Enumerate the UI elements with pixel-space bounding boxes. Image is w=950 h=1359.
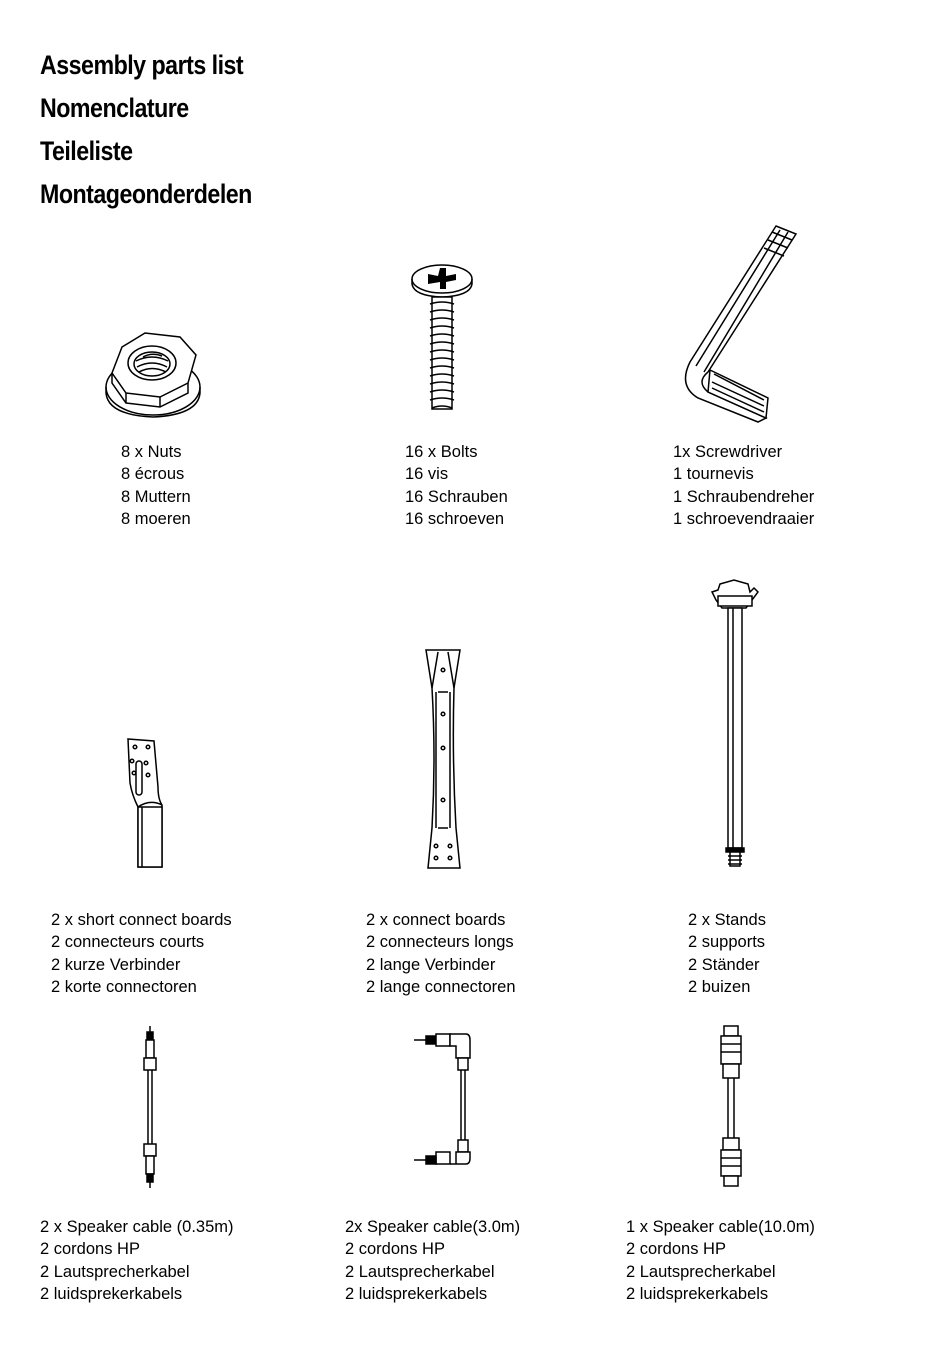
label-line: 2 x Speaker cable (0.35m) [40, 1218, 234, 1236]
title-french: Nomenclature [40, 93, 189, 123]
straight-jack-cable-icon [135, 1026, 165, 1188]
label-line: 2 Lautsprecherkabel [345, 1262, 495, 1281]
hex-nut-icon [100, 325, 205, 420]
parts-label-nuts [121, 441, 191, 530]
parts-label-screwdriver [673, 441, 814, 530]
label-line: 8 moeren [121, 509, 191, 528]
parts-label-short-connect-boards [51, 909, 232, 998]
label-line: 8 Muttern [121, 487, 191, 506]
label-line: 2 Lautsprecherkabel [626, 1262, 776, 1281]
label-line: 2 Ständer [688, 955, 760, 974]
label-line: 2 Lautsprecherkabel [40, 1262, 190, 1281]
label-line: 2 cordons HP [626, 1240, 726, 1259]
label-line: 2 korte connectoren [51, 977, 197, 996]
label-line: 2 cordons HP [345, 1240, 445, 1259]
label-line: 2 kurze Verbinder [51, 955, 181, 974]
title-german: Teileliste [40, 136, 133, 166]
label-line: 8 écrous [121, 465, 185, 484]
angled-jack-cable-icon [412, 1030, 474, 1180]
label-line: 2 x Stands [688, 911, 766, 929]
connect-board-icon [422, 648, 464, 870]
parts-label-speaker-cable-medium [345, 1216, 520, 1305]
label-line: 1 Schraubendreher [673, 487, 815, 506]
label-line: 2x Speaker cable(3.0m) [345, 1218, 521, 1236]
label-line: 2 connecteurs longs [366, 933, 514, 952]
parts-label-bolts [405, 441, 508, 530]
label-line: 2 x short connect boards [51, 911, 232, 929]
label-line: 16 schroeven [405, 509, 505, 528]
parts-label-speaker-cable-short [40, 1216, 234, 1305]
label-line: 1 tournevis [673, 465, 754, 484]
bolt-icon [410, 262, 475, 414]
speakon-cable-icon [713, 1026, 749, 1186]
parts-label-connect-boards [366, 909, 516, 998]
label-line: 2 lange connectoren [366, 977, 516, 996]
label-line: 2 luidsprekerkabels [345, 1284, 488, 1303]
label-line: 1 x Speaker cable(10.0m) [626, 1218, 815, 1236]
label-line: 1 schroevendraaier [673, 509, 815, 528]
label-line: 2 lange Verbinder [366, 955, 496, 974]
label-line: 2 x connect boards [366, 911, 506, 929]
label-line: 1x Screwdriver [673, 443, 783, 461]
label-line: 2 supports [688, 933, 766, 952]
title-dutch: Montageonderdelen [40, 179, 252, 209]
label-line: 16 x Bolts [405, 443, 478, 461]
title-english: Assembly parts list [40, 50, 244, 80]
short-connect-board-icon [122, 735, 172, 869]
label-line: 2 buizen [688, 977, 751, 996]
screwdriver-icon [668, 222, 803, 424]
label-line: 2 luidsprekerkabels [40, 1284, 183, 1303]
stand-icon [706, 578, 761, 868]
label-line: 16 Schrauben [405, 487, 508, 506]
parts-list-titles [40, 44, 286, 216]
parts-label-stands [688, 909, 766, 998]
label-line: 16 vis [405, 465, 449, 484]
label-line: 2 connecteurs courts [51, 933, 205, 952]
label-line: 8 x Nuts [121, 443, 182, 461]
label-line: 2 luidsprekerkabels [626, 1284, 769, 1303]
label-line: 2 cordons HP [40, 1240, 140, 1259]
parts-label-speaker-cable-long [626, 1216, 815, 1305]
